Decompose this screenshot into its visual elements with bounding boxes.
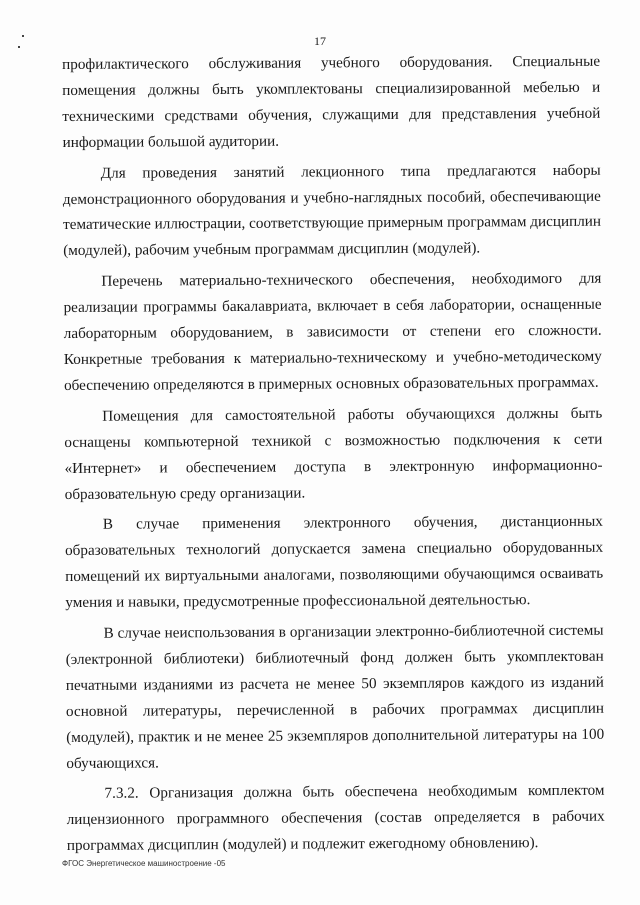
paragraph-e-learning: В случае применения электронного обучения, дистанционных образовательных технологий допускается замена специально оборудованных помещений их виртуальными аналогами, позволяющими обучающимся осваивать умения и навыки, предусмотренные профессиональной деятельностью.	[64, 513, 604, 612]
document-body	[62, 49, 605, 859]
paragraph-independent-work-rooms: Помещения для самостоятельной работы обучающихся должны быть оснащены компьютерной техникой с возможностью подключения к сети «Интернет» и обеспечением доступа в электронную информационно-образовательную среду организации.	[64, 404, 603, 503]
paragraph-continuation: профилактического обслуживания учебного оборудования. Специальные помещения должны быть укомплектованы специализированной мебелью и техническими средствами обучения, служащими для представления учебной информации большой аудитории.	[62, 52, 601, 151]
paragraph-material-technical-support: Перечень материально-технического обеспечения, необходимого для реализации программы бакалавриата, включает в себя лаборатории, оснащенные лабораторным оборудованием, в зависимости от степени его сложности. Конкретные требования к материально-техническому и учебно-методическому обеспечению определяются в примерных основных образовательных программах.	[63, 269, 602, 394]
page-footer: ФГОС Энергетическое машиностроение -05	[62, 859, 226, 868]
paragraph-library-fund: В случае неиспользования в организации электронно-библиотечной системы (электронной библиотеки) библиотечный фонд должен быть укомплектован печатными изданиями из расчета не менее 50 экземпляров каждого из изданий основной литературы, перечисленной в рабочих программах дисциплин (модулей), практик и не менее 25 экземпляров дополнительной литературы на 100 обучающихся.	[65, 621, 605, 772]
paragraph-lecture-equipment: Для проведения занятий лекционного типа предлагаются наборы демонстрационного оборудования и учебно-наглядных пособий, обеспечивающие тематические иллюстрации, соответствующие примерным программам дисциплин (модулей), рабочим учебным программам дисциплин (модулей).	[62, 161, 602, 260]
page-number: 17	[314, 34, 326, 48]
paragraph-software-licensing: 7.3.2. Организация должна быть обеспечена необходимым комплектом лицензионного программного обеспечения (состав определяется в рабочих программах дисциплин (модулей) и подлежит ежегодному обновлению).	[66, 782, 605, 855]
